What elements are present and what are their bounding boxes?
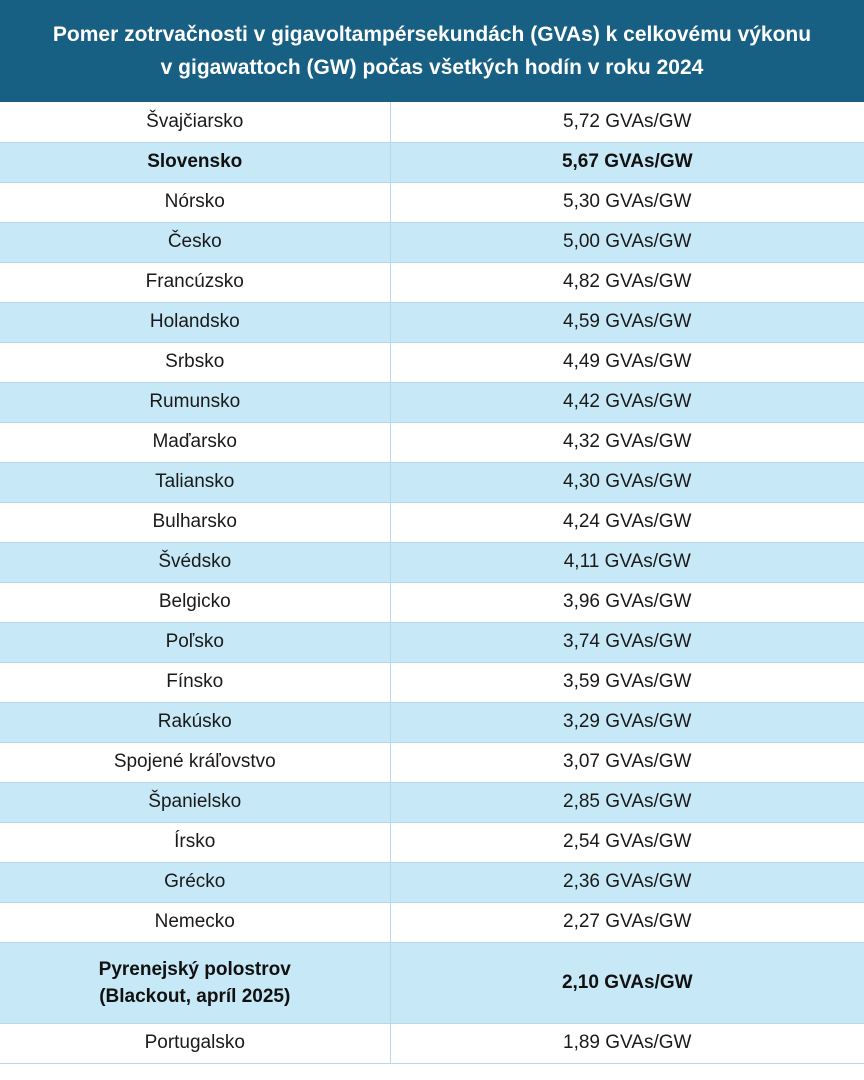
country-cell (0, 542, 390, 582)
table-row (0, 222, 864, 262)
page-title (53, 18, 811, 84)
ratio-value-cell: 4,59 GVAs/GW (390, 302, 864, 342)
country-cell (0, 182, 390, 222)
country-name: Česko (167, 231, 222, 252)
country-name: Nórsko (164, 191, 225, 212)
table-row (0, 502, 864, 542)
ratio-value-cell: 4,49 GVAs/GW (390, 342, 864, 382)
country-cell (0, 222, 390, 262)
ratio-value-cell: 3,29 GVAs/GW (390, 702, 864, 742)
country-cell (0, 662, 390, 702)
table-row (0, 742, 864, 782)
country-cell (0, 862, 390, 902)
country-cell (0, 382, 390, 422)
country-cell (0, 1023, 390, 1063)
table-row (0, 422, 864, 462)
ratio-value-cell: 2,54 GVAs/GW (390, 822, 864, 862)
country-name: Spojené kráľovstvo (113, 751, 276, 772)
country-name: Holandsko (149, 311, 240, 332)
country-name: Francúzsko (145, 271, 244, 292)
table-row (0, 822, 864, 862)
ratio-value-cell: 4,32 GVAs/GW (390, 422, 864, 462)
country-cell (0, 102, 390, 142)
country-name-note: (Blackout, apríl 2025) (99, 985, 291, 1007)
country-name: Bulharsko (152, 511, 237, 532)
ratio-value-cell: 3,74 GVAs/GW (390, 622, 864, 662)
country-name: Fínsko (166, 671, 224, 692)
table-row (0, 782, 864, 822)
country-name: Pyrenejský polostrov (98, 958, 291, 980)
ratio-value-cell: 5,72 GVAs/GW (390, 102, 864, 142)
table-row (0, 902, 864, 942)
country-name: Taliansko (155, 471, 235, 492)
country-cell (0, 582, 390, 622)
country-cell (0, 422, 390, 462)
country-name: Poľsko (165, 631, 224, 652)
table-row (0, 262, 864, 302)
ratio-value-cell: 2,27 GVAs/GW (390, 902, 864, 942)
ratio-value-cell: 3,96 GVAs/GW (390, 582, 864, 622)
ratio-value-cell: 3,07 GVAs/GW (390, 742, 864, 782)
table-row (0, 102, 864, 142)
country-name: Španielsko (148, 791, 242, 812)
country-cell (0, 502, 390, 542)
country-cell (0, 742, 390, 782)
table-row (0, 382, 864, 422)
ratio-table (0, 102, 864, 1064)
country-name: Írsko (174, 831, 216, 852)
country-name: Švédsko (158, 551, 232, 572)
ratio-value-cell: 2,10 GVAs/GW (390, 942, 864, 1023)
ratio-value-cell: 5,30 GVAs/GW (390, 182, 864, 222)
table-row (0, 462, 864, 502)
ratio-value-cell: 4,24 GVAs/GW (390, 502, 864, 542)
country-name: Rumunsko (149, 391, 241, 412)
table-row (0, 862, 864, 902)
country-name: Slovensko (147, 151, 243, 172)
country-cell (0, 342, 390, 382)
table-row (0, 582, 864, 622)
title-line-2: v gigawattoch (GW) počas všetkých hodín v roku 2024 (160, 56, 704, 79)
ratio-value-cell: 2,85 GVAs/GW (390, 782, 864, 822)
table-row (0, 622, 864, 662)
ratio-value-cell: 4,30 GVAs/GW (390, 462, 864, 502)
country-name: Grécko (164, 871, 226, 892)
country-cell (0, 302, 390, 342)
ratio-value-cell: 4,11 GVAs/GW (390, 542, 864, 582)
country-cell (0, 622, 390, 662)
table-row (0, 1023, 864, 1063)
ratio-value-cell: 1,89 GVAs/GW (390, 1023, 864, 1063)
country-cell (0, 262, 390, 302)
country-name: Švajčiarsko (146, 110, 244, 132)
table-row (0, 182, 864, 222)
country-cell (0, 902, 390, 942)
country-cell (0, 822, 390, 862)
country-cell (0, 462, 390, 502)
table-row (0, 342, 864, 382)
table-row (0, 142, 864, 182)
table-row (0, 942, 864, 1023)
country-name: Srbsko (165, 351, 225, 372)
country-name: Maďarsko (152, 431, 238, 452)
ratio-value-cell: 4,42 GVAs/GW (390, 382, 864, 422)
ratio-value-cell: 2,36 GVAs/GW (390, 862, 864, 902)
country-name: Nemecko (154, 911, 235, 932)
ratio-value-cell: 5,67 GVAs/GW (390, 142, 864, 182)
table-row (0, 302, 864, 342)
country-cell (0, 702, 390, 742)
table-body (0, 102, 864, 1063)
title-line-1: Pomer zotrvačnosti v gigavoltampérsekundách (GVAs) k celkovému výkonu (52, 23, 812, 46)
ratio-value-cell: 4,82 GVAs/GW (390, 262, 864, 302)
country-cell (0, 142, 390, 182)
table-row (0, 662, 864, 702)
table-row (0, 702, 864, 742)
country-cell (0, 782, 390, 822)
ratio-value-cell: 3,59 GVAs/GW (390, 662, 864, 702)
ratio-value-cell: 5,00 GVAs/GW (390, 222, 864, 262)
country-name: Portugalsko (144, 1032, 245, 1053)
country-cell (0, 942, 390, 1023)
table-row (0, 542, 864, 582)
title-header (0, 0, 864, 102)
country-name: Belgicko (158, 591, 231, 612)
country-name: Rakúsko (157, 711, 232, 732)
